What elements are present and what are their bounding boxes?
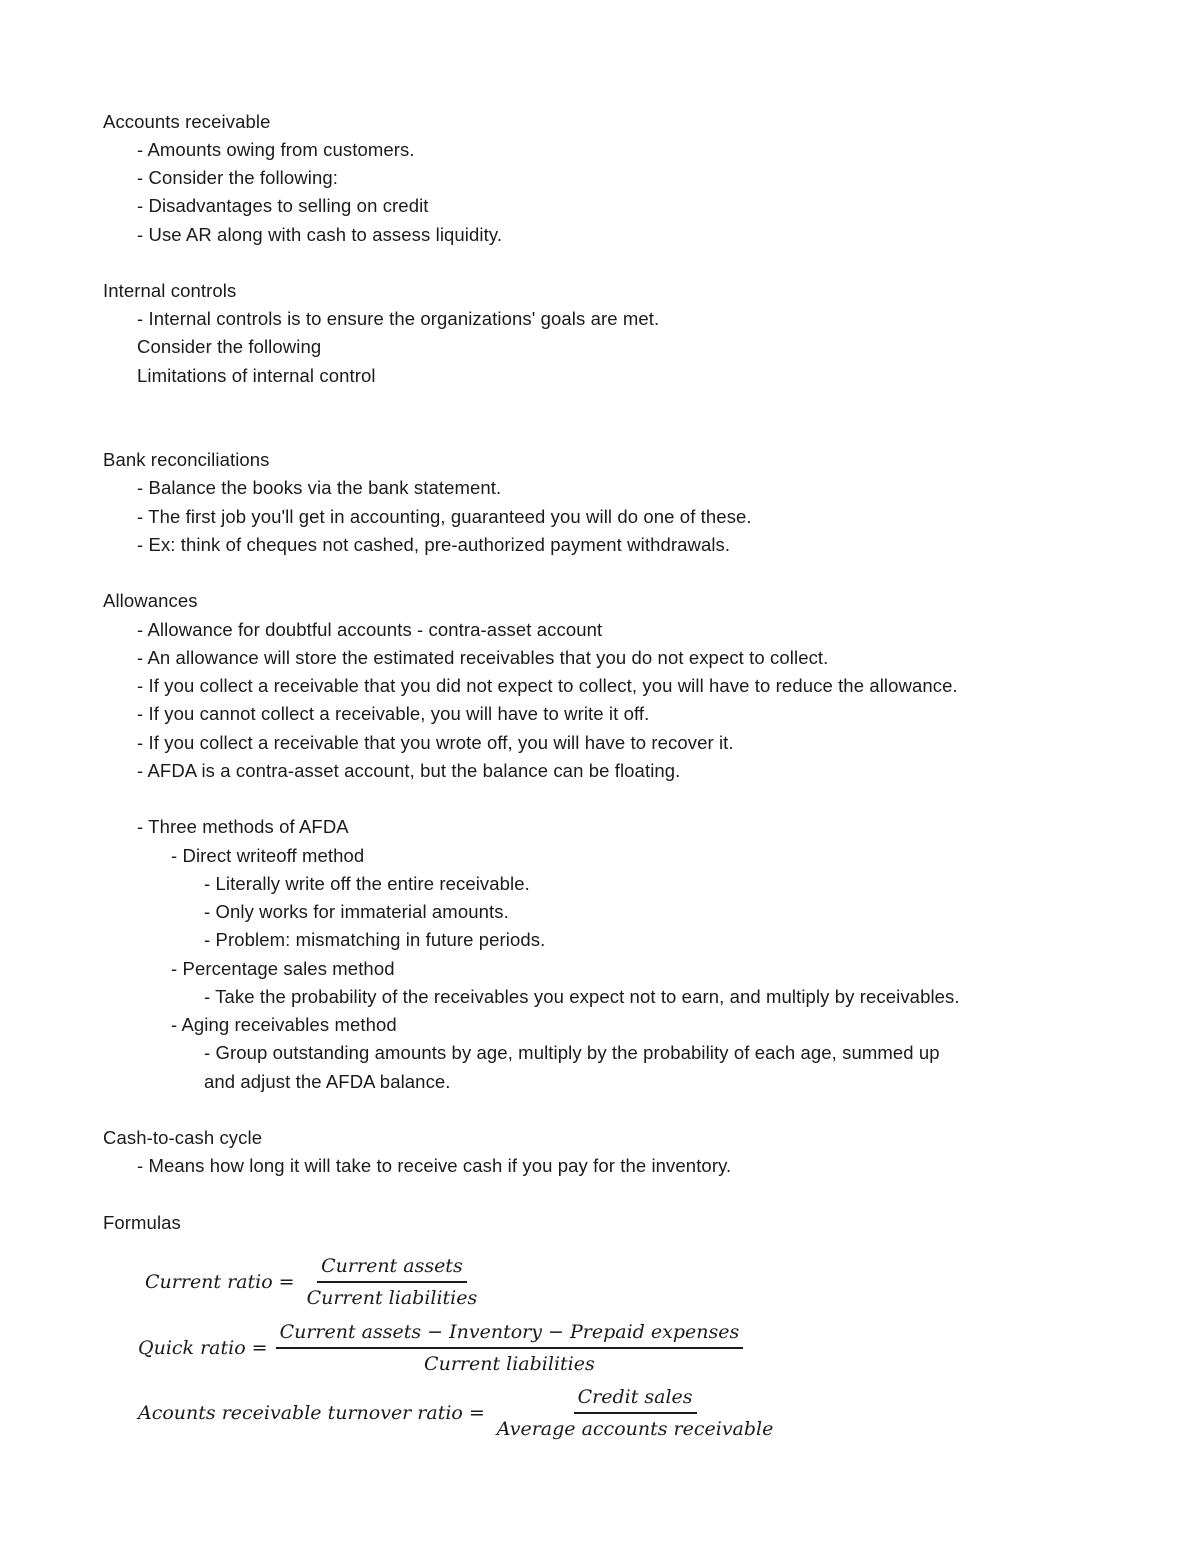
heading-formulas: Formulas xyxy=(103,1212,181,1233)
method-aging-title: - Aging receivables method xyxy=(171,1014,397,1035)
list-item: - Literally write off the entire receivable. xyxy=(204,873,530,894)
list-item: - AFDA is a contra-asset account, but the balance can be floating. xyxy=(137,760,681,781)
list-item: - Internal controls is to ensure the organizations' goals are met. xyxy=(137,308,660,329)
list-item: - Only works for immaterial amounts. xyxy=(204,901,509,922)
list-item: - Use AR along with cash to assess liquidity. xyxy=(137,224,503,245)
denominator: Current liabilities xyxy=(306,1287,478,1309)
list-item: Limitations of internal control xyxy=(137,365,376,386)
list-item: - An allowance will store the estimated receivables that you do not expect to collect. xyxy=(137,647,829,668)
heading-cash-cycle: Cash-to-cash cycle xyxy=(103,1127,263,1148)
heading-internal-controls: Internal controls xyxy=(103,280,237,301)
method-percentage-title: - Percentage sales method xyxy=(171,958,395,979)
fraction xyxy=(493,1385,778,1441)
list-item: Consider the following xyxy=(137,336,322,357)
list-item: - Problem: mismatching in future periods. xyxy=(204,929,546,950)
fraction xyxy=(303,1254,482,1310)
list-item: and adjust the AFDA balance. xyxy=(204,1071,451,1092)
list-item: - Ex: think of cheques not cashed, pre-authorized payment withdrawals. xyxy=(137,534,731,555)
equals-sign: = xyxy=(251,1337,268,1359)
list-item: - Disadvantages to selling on credit xyxy=(137,195,429,216)
list-item: - Consider the following: xyxy=(137,167,338,188)
numerator: Current assets xyxy=(317,1254,467,1283)
list-item: - Allowance for doubtful accounts - contra-asset account xyxy=(137,619,603,640)
formula-quick-ratio xyxy=(138,1320,743,1376)
formula-lhs: Acounts receivable turnover ratio xyxy=(138,1402,463,1424)
equals-sign: = xyxy=(278,1271,295,1293)
numerator: Credit sales xyxy=(574,1385,697,1414)
method-direct-title: - Direct writeoff method xyxy=(171,845,365,866)
formula-ar-turnover xyxy=(138,1385,777,1441)
formula-lhs: Quick ratio xyxy=(138,1337,246,1359)
denominator: Current liabilities xyxy=(424,1353,595,1375)
list-item: - If you collect a receivable that you wrote off, you will have to recover it. xyxy=(137,732,734,753)
equals-sign: = xyxy=(468,1402,485,1424)
methods-title: - Three methods of AFDA xyxy=(137,816,349,837)
list-item: - The first job you'll get in accounting, guaranteed you will do one of these. xyxy=(137,506,752,527)
heading-bank-reconciliations: Bank reconciliations xyxy=(103,449,270,470)
list-item: - Take the probability of the receivables you expect not to earn, and multiply by receivables. xyxy=(204,986,960,1007)
formula-lhs: Current ratio xyxy=(145,1271,273,1293)
list-item: - If you cannot collect a receivable, you will have to write it off. xyxy=(137,703,650,724)
fraction xyxy=(276,1320,744,1376)
heading-accounts-receivable: Accounts receivable xyxy=(103,111,271,132)
list-item: - Balance the books via the bank statement. xyxy=(137,477,502,498)
list-item: - If you collect a receivable that you did not expect to collect, you will have to reduce the allowance. xyxy=(137,675,958,696)
denominator: Average accounts receivable xyxy=(496,1418,774,1440)
list-item: - Means how long it will take to receive cash if you pay for the inventory. xyxy=(137,1155,732,1176)
list-item: - Amounts owing from customers. xyxy=(137,139,415,160)
list-item: - Group outstanding amounts by age, multiply by the probability of each age, summed up xyxy=(204,1042,940,1063)
heading-allowances: Allowances xyxy=(103,590,198,611)
numerator: Current assets − Inventory − Prepaid expenses xyxy=(276,1320,744,1349)
formula-current-ratio xyxy=(145,1254,481,1310)
